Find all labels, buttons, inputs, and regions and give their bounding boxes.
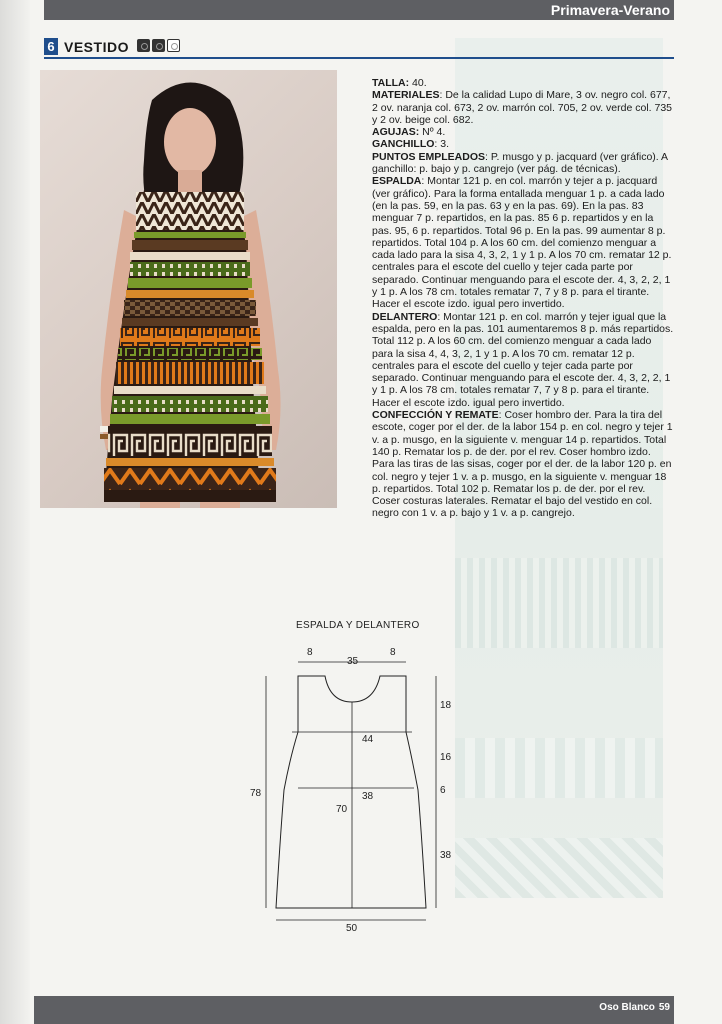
confeccion-value: : Coser hombro der. Para la tira del escote, coger por el der. de la labor 154 p. en col. negro y tejer 1 v. a p. musgo, en la siguiente v. menguar 14 p. repartidos. Total 140 p. Rematar los p. de der. por el rev. Coser hombro izdo. Para las tiras de las sisas, coger por el der. de la labor 120 p. en col. negro y tejer 1 v. a p. musgo, en la siguiente v. menguar 18 p. repartidos. Total 102 p. Rematar los p. de der. por el rev. Coser costuras laterales. Rematar el bajo del vestido en col. negro con 1 v. a p. bajo y 1 v. a p. cangrejo. [372,409,673,520]
agujas-paragraph [372,126,674,138]
project-title: VESTIDO [64,39,129,55]
project-number: 6 [44,38,58,55]
dim-armhole: 18 [440,700,452,711]
ganchillo-label: GANCHILLO [372,138,435,151]
confeccion-paragraph [372,409,674,520]
talla-label: TALLA: [372,77,410,89]
model-in-dress-illustration [40,70,337,508]
page-number: 59 [658,1002,670,1013]
ganchillo-paragraph [372,138,674,150]
difficulty-rating [137,39,180,53]
dim-waist-upper: 16 [440,752,452,763]
talla-paragraph [372,77,674,89]
dim-waist: 38 [362,791,374,802]
agujas-value: Nº 4. [419,126,446,139]
agujas-label: AGUJAS: [372,126,420,139]
page-binding-shadow [0,0,30,1024]
dim-hem: 50 [346,923,358,934]
dim-shoulder-right: 8 [390,647,396,658]
face-icon [137,39,150,52]
materiales-paragraph [372,89,674,126]
puntos-value: : P. musgo y p. jacquard (ver gráfico). A ganchillo: p. bajo y p. cangrejo (ver pág. de técnicas). [372,150,668,176]
face-icon [152,39,165,52]
title-underline [44,57,674,59]
model-photo [40,70,337,508]
delantero-paragraph [372,311,674,409]
dim-waist-mid: 6 [440,785,446,796]
pattern-instructions [372,77,674,520]
dim-lower: 38 [440,850,452,861]
project-title-row [44,36,674,60]
section-label: Primavera-Verano [550,2,670,18]
espalda-label: ESPALDA [372,175,422,188]
dim-inner-height: 70 [336,804,348,815]
puntos-paragraph [372,151,674,176]
puntos-label: PUNTOS EMPLEADOS [372,150,485,163]
footer-info [560,1000,670,1016]
dim-total-height: 78 [250,788,262,799]
ganchillo-value: : 3. [434,138,450,151]
espalda-value: : Montar 121 p. en col. marrón y tejer a p. jacquard (ver gráfico). Para la forma entallada menguar 1 p. a cada lado (en la pas. 59, en la pas. 63 y en la pas. 69). En la pas. 83 menguar 7 p. repartidos, en la pas. 85 6 p. repartidos y en la pas. 95, 6 p. repartidos. Total 96 p. En la pas. 99 aumentar 8 p. repartidos. Total 104 p. A los 60 cm. del comienzo menguar a cada lado para la sisa 4, 3, 2, 1 y 1 p. A los 70 cm. rematar 12 p. centrales para el escote del cuello y tejer cada parte por separado. Continuar menguando para el escote der. 4, 3, 2, 2, 1 y 1 p. A los 78 cm. totales rematar 7, 7 y 8 p. para el tirante. Hacer el escote izdo. igual pero invertido. [372,175,672,311]
schema-title: ESPALDA Y DELANTERO [296,620,420,631]
talla-value: 40. [409,77,427,89]
espalda-paragraph [372,175,674,310]
dim-neck: 35 [347,656,359,667]
dim-shoulder-left: 8 [307,647,313,658]
delantero-label: DELANTERO [372,310,438,323]
dim-bust: 44 [362,734,374,745]
face-icon-outline [167,39,180,52]
brand-name: Oso Blanco [599,1002,655,1013]
delantero-value: : Montar 121 p. en col. marrón y tejer igual que la espalda, pero en la pas. 101 aumentaremos 8 p. más repartidos. Total 112 p. A los 60 cm. del comienzo menguar a cada lado para la sisa 4, 4, 3, 2, 1 y 1 p. A los 70 cm. rematar 12 p. centrales para el escote del cuello y tejer cada parte por separado. Continuar menguando para el escote der. 4, 3, 2, 2, 1 y 1 p. A los 78 cm. totales rematar 7, 7 y 8 p. para el tirante. Hacer el escote izdo. igual pero invertido. [372,310,674,409]
garment-schematic [240,640,460,940]
materiales-value: : De la calidad Lupo di Mare, 3 ov. negro col. 677, 2 ov. naranja col. 673, 2 ov. marrón col. 705, 2 ov. verde col. 735 y 2 ov. beige col. 682. [372,89,673,126]
materiales-label: MATERIALES [372,89,440,102]
confeccion-label: CONFECCIÓN Y REMATE [372,409,499,422]
